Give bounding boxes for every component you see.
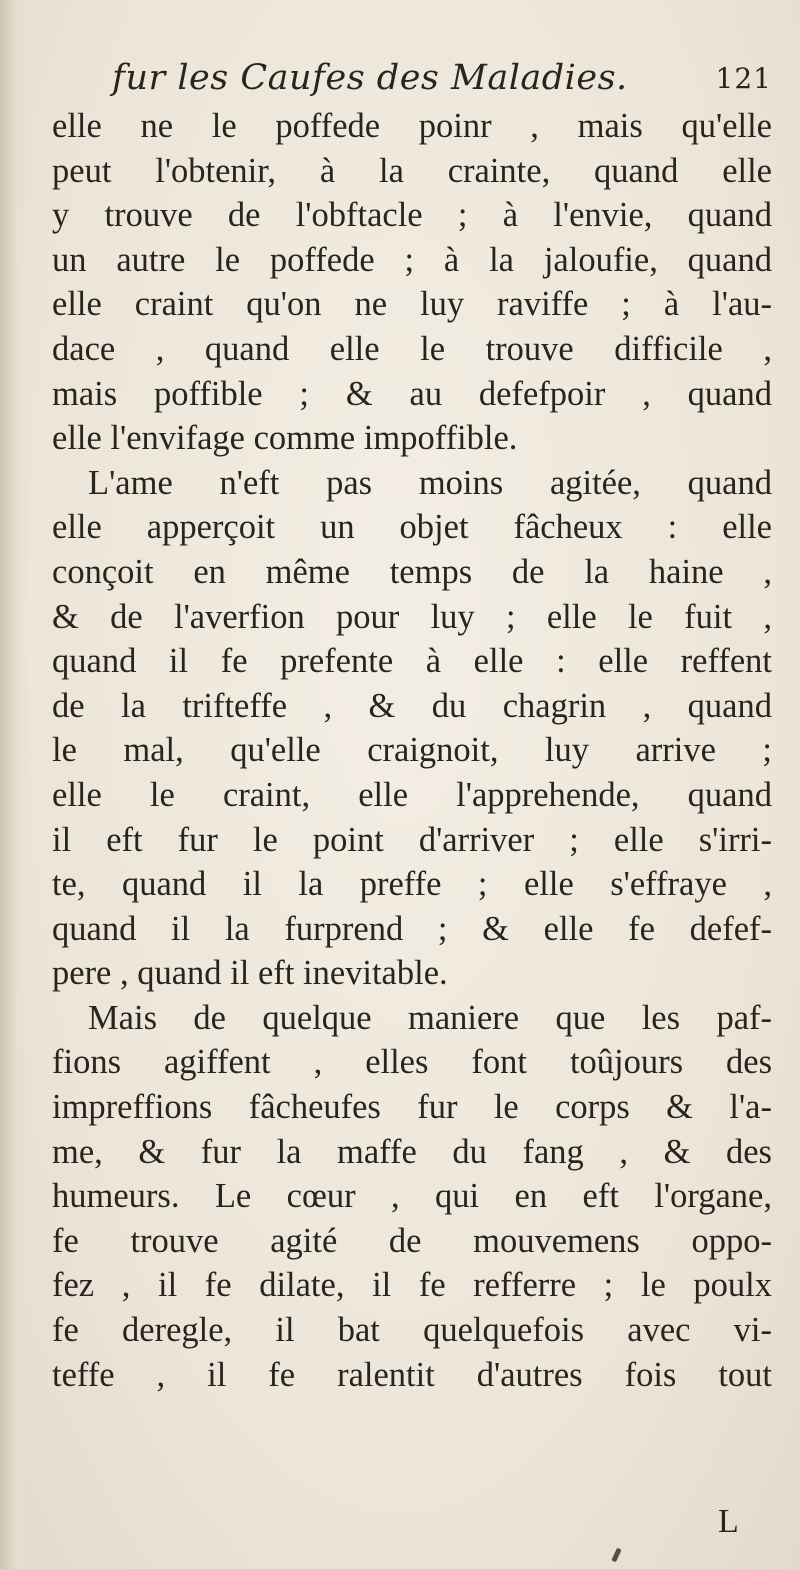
text-line: L'ame n'eft pas moins agitée, quand <box>88 463 772 502</box>
text-line: peut l'obtenir, à la crainte, quand elle <box>52 151 772 190</box>
running-title: fur les Caufes des Maladies. <box>112 58 628 98</box>
text-line: Mais de quelque maniere que les paf- <box>88 998 772 1037</box>
body-text <box>52 104 772 1397</box>
text-line: dace , quand elle le trouve difficile , <box>52 329 772 368</box>
text-line: un autre le poffede ; à la jaloufie, quand <box>52 240 772 279</box>
page-number: 121 <box>715 62 772 95</box>
text-line: impreffions fâcheufes fur le corps & l'a- <box>52 1088 772 1127</box>
catchword: L <box>718 1503 739 1540</box>
page-header <box>112 58 772 108</box>
page-gutter-shadow <box>0 0 28 1569</box>
text-line: pere , quand il eft inevitable. <box>52 954 448 993</box>
text-line: y trouve de l'obftacle ; à l'envie, quand <box>52 196 772 235</box>
ink-speck <box>611 1548 621 1563</box>
text-line: quand il la furprend ; & elle fe defef- <box>52 909 772 948</box>
text-line: elle le craint, elle l'apprehende, quand <box>52 775 772 814</box>
text-line: quand il fe prefente à elle : elle reffent <box>52 642 772 681</box>
text-line: elle apperçoit un objet fâcheux : elle <box>52 508 772 547</box>
text-line: le mal, qu'elle craignoit, luy arrive ; <box>52 731 772 770</box>
text-line: me, & fur la maffe du fang , & des <box>52 1132 772 1171</box>
text-line: de la trifteffe , & du chagrin , quand <box>52 686 772 725</box>
text-line: il eft fur le point d'arriver ; elle s'irri- <box>52 820 772 859</box>
text-line: elle craint qu'on ne luy raviffe ; à l'au- <box>52 285 772 324</box>
text-line: fez , il fe dilate, il fe refferre ; le poulx <box>52 1266 772 1305</box>
text-line: fe deregle, il bat quelquefois avec vi- <box>52 1311 772 1350</box>
text-line: fions agiffent , elles font toûjours des <box>52 1043 772 1082</box>
text-line: te, quand il la preffe ; elle s'effraye , <box>52 865 772 904</box>
text-line: teffe , il fe ralentit d'autres fois tout <box>52 1355 772 1394</box>
text-line: elle l'envifage comme impoffible. <box>52 419 518 458</box>
text-line: humeurs. Le cœur , qui en eft l'organe, <box>52 1177 772 1216</box>
text-line: fe trouve agité de mouvemens oppo- <box>52 1221 772 1260</box>
text-line: elle ne le poffede poinr , mais qu'elle <box>52 107 772 145</box>
text-line: mais poffible ; & au defefpoir , quand <box>52 374 772 413</box>
text-line: conçoit en même temps de la haine , <box>52 552 772 591</box>
text-line: & de l'averfion pour luy ; elle le fuit , <box>52 597 772 636</box>
